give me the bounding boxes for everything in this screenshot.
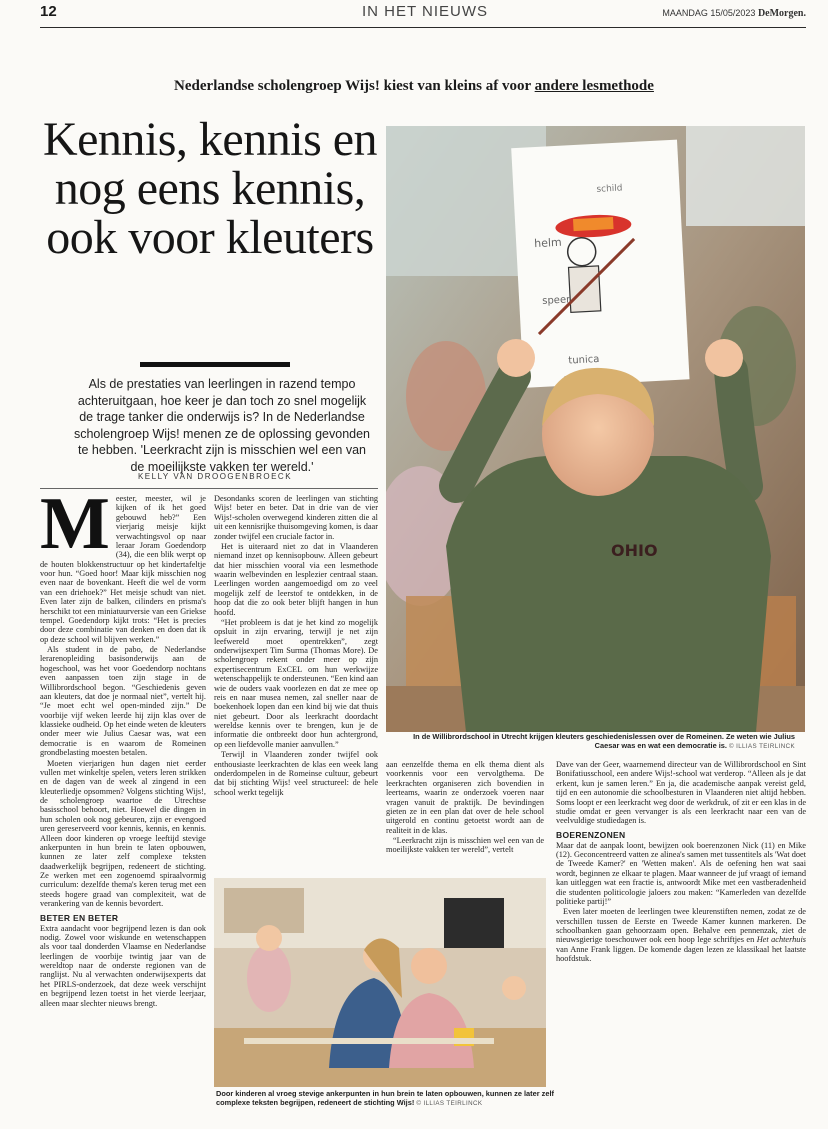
boy-sweater <box>446 456 771 732</box>
second-caption-text: Door kinderen al vroeg stevige ankerpunten in hun brein te laten opbouwen, kunnen ze later zelf complexe teksten begrijpen, redeneert de stichting Wijs! <box>216 1089 554 1107</box>
edition-date: MAANDAG 15/05/2023 <box>662 8 756 18</box>
second-photo <box>214 878 546 1087</box>
article-paragraph: Het is uiteraard niet zo dat in Vlaanderen niemand inzet op kennisopbouw. Alleen gebeurt dat hier misschien vooral via een lesmethode waarin welbevinden en lesplezier centraal staan. Leerlingen worden aangemoedigd om zo veel mogelijk zelf de leerstof te ontdekken, in de hoop dat die zo ook beter blijft hangen in hun hoofd. <box>214 541 378 617</box>
article-paragraph: Extra aandacht voor begrijpend lezen is dan ook nodig. Zowel voor wiskunde en wetenschappen als voor taal donderden Vlaamse en Nederlandse leerlingen de voorbije twintig jaar van de wereldtop naar de onderste regionen van de ranglijst. Nu al verwachten onderwijsexperts dat het PIRLS-onderzoek, dat deze week verschijnt en begrijpend lezen toetst in het vierde leerjaar, alleen maar slechter nieuws brengt. <box>40 923 206 1008</box>
drawing-word: helm <box>533 235 563 251</box>
sweater-print: OHIO <box>611 541 658 560</box>
child-drawing <box>511 140 689 388</box>
article-column-4 <box>556 760 806 1122</box>
page-number: 12 <box>40 3 57 20</box>
main-photo-caption <box>400 733 795 750</box>
headline-rule <box>140 362 290 367</box>
article-paragraph: “Leerkracht zijn is misschien wel een van de moeilijkste vakken ter wereld”, vertelt <box>386 836 544 855</box>
lead-paragraph: Als de prestaties van leerlingen in razend tempo achteruitgaan, hoe keer je dan toch zo snel mogelijk de trage tanker die onderwijs is? In de Nederlandse scholengroep Wijs! menen ze de oplossing gevonden te hebben. 'Leerkracht zijn is misschien wel een van de moeilijkste vakken ter wereld.' <box>73 377 371 474</box>
book-title: Het achterhuis <box>756 935 806 945</box>
article-paragraph: Als student in de pabo, de Nederlandse lerarenopleiding basisonderwijs aan de hogeschool, was het voor Goedendorp nochtans even aanpassen toen zijn stage in de Willibrordschool begon. “Geschiedenis geven aan kleuters, dat doe je normaal niet”, vertelt hij. “Je moet echt wel open-minded zijn.” De voorbije vijf weken leerde hij zijn klas over de klassieke oudheid. Op het einde weten de kleuters onder meer wie Julius Caesar was, wat een democratie is en waarom de Romeinen grondbelasting moesten betalen. <box>40 645 206 758</box>
subheading: BETER EN BETER <box>40 912 119 923</box>
article-paragraph: Desondanks scoren de leerlingen van stichting Wijs! beter en beter. Dat in drie van de vier Wijs!-scholen overwegend kinderen zitten die al uit een kennisrijke thuisomgeving komen, is daar zonder twijfel een cruciale factor in. <box>214 494 378 541</box>
paragraph-text: van Anne Frank liggen. De komende dagen lezen ze klassikaal het laatste hoofdstuk. <box>556 944 806 964</box>
kicker-text: Nederlandse scholengroep Wijs! kiest van kleins af voor <box>174 78 535 94</box>
drop-cap: M <box>40 494 110 565</box>
second-photo-credit: © ILLIAS TEIRLINCK <box>416 1099 483 1107</box>
article-paragraph: Maar dat de aanpak loont, bewijzen ook boerenzonen Nick (11) en Mike (12). Geconcentreerd vatten ze alinea's samen met tussentitels als 'Wat doet de Tweede Kamer?' en 'Wetten maken'. Als de oefening hen wat saai wordt, beginnen ze elkaar te plagen. Maar wanneer de juf vraagt of iemand kan uitleggen wat een fractie is, antwoordt Mike met een vastberadenheid die studenten politicologie jaloers zou maken: “Kamerleden van dezelfde politieke partij!” <box>556 840 806 906</box>
newspaper-brand: DeMorgen. <box>757 8 806 19</box>
section-title: IN HET NIEUWS <box>361 3 489 20</box>
byline-rule <box>40 488 378 489</box>
main-photo-illustration <box>386 126 805 732</box>
article-paragraph <box>40 494 206 644</box>
edition-info <box>662 8 806 19</box>
drawing-word: speer <box>541 294 571 307</box>
opening-text: eester, meester, wil je kijken of ik het goed gebouwd heb?” Een vierjarig meisje kijkt verwachtingsvol op naar leraar Joram Goedendorp (34), die een blik werpt op de houten blokkenstructuur op het kindertafeltje voor hun. “Goed hoor! Maar kijk misschien nog even naar de bovenkant. Heeft die wel de vorm van een driehoek?” Het meisje schudt van niet. Even later zijn de balken, cilinders en prisma's herschikt tot een miniatuurversie van een Griekse tempel. Goedendorp kijkt trots: “Het is precies door deze combinatie van denken en doen dat ik op deze school wil blijven werken.” <box>40 494 206 644</box>
boy-arm-right <box>731 371 746 486</box>
kicker <box>0 78 828 95</box>
main-photo <box>386 126 805 732</box>
main-caption-text: In de Willibrordschool in Utrecht krijgen kleuters geschiedenislessen over de Romeinen. Ze weten wie Julius Caesar was en wat een democratie is. <box>413 732 795 750</box>
header-rule <box>40 27 806 28</box>
drawing-word: schild <box>596 183 623 195</box>
main-photo-credit: © ILLIAS TEIRLINCK <box>729 742 795 750</box>
article-column-1 <box>40 494 206 1122</box>
article-paragraph: aan eenzelfde thema en elk thema dient als voorkennis voor een vervolgthema. De leerkrachten organiseren zich bovendien in leerteams, waarin ze onderzoek voeren naar vragen vanuit de praktijk. De bevindingen gieten ze in een plan dat over de hele school uitgerold en continu getoetst wordt aan de realiteit in de klas. <box>386 760 544 835</box>
article-paragraph <box>556 907 806 963</box>
drawing-word: tunica <box>568 353 600 367</box>
article-column-3 <box>386 760 544 872</box>
kicker-link[interactable]: andere lesmethode <box>534 78 654 94</box>
second-photo-caption <box>216 1090 556 1107</box>
paragraph-text: Even later moeten de leerlingen twee kleurenstiften nemen, zodat ze de verschillen tussen de Eerste en Tweede Kamer kunnen markeren. De schoolbanken gaan gehoorzaam open. Behalve een pennenzak, ziet de nieuwsgierige toeschouwer ook een hoop lege schriftjes en <box>556 907 806 945</box>
article-column-2 <box>214 494 378 872</box>
article-paragraph: Dave van der Geer, waarnemend directeur van de Willibrordschool en Sint Bonifatiusschool, een andere Wijs!-school wat verderop. “Alleen als je dat erkent, kun je samen leren.” En ja, die academische aanpak vereist geld, tijd en een autonomie die schoolbesturen in Vlaanderen niet altijd hebben. Soms loopt er een leerkracht weg door de werkdruk, of zit er een klas in de studie omdat er geen vervanger is als een leerkracht naar een van de veelvuldige studiedagen is. <box>556 760 806 826</box>
second-photo-illustration <box>214 878 546 1087</box>
byline: KELLY VAN DROOGENBROECK <box>137 472 293 481</box>
headline: Kennis, kennis en nog eens kennis, ook voor kleuters <box>42 113 378 264</box>
article-paragraph: “Het probleem is dat je het kind zo mogelijk opsluit in zijn ervaring, terwijl je net zijn leefwereld moet opentrekken”, zegt onderwijsexpert Tim Surma (Thomas More). De scholengroep rekent onder meer op zijn expertisecentrum ExCEL om hun werkwijze wetenschappelijk te ondersteunen. “Een kind aan wie de ouders vaak voorlezen en dat ze mee op reis en naar musea nemen, zal sneller naar de boekenhoek lopen dan een kind bij wie dat thuis niet gebeurt. Door als leerkracht doordacht wereldse kennis over te brengen, kun je de informatie die ontbreekt door hun achtergrond, op een liefdevolle manier aanvullen.” <box>214 617 378 749</box>
article-paragraph: Terwijl in Vlaanderen zonder twijfel ook enthousiaste leerkrachten de klas een week lang onderdompelen in de Romeinse cultuur, gebeurt dat bij stichting Wijs! veel structureel: de hele school werkt tegelijk <box>214 750 378 797</box>
article-paragraph: Moeten vierjarigen hun dagen niet eerder vullen met winkeltje spelen, veters leren strikken en de dagen van de week al zingend in een kleuterliedje opsommen? Volgens stichting Wijs!, de scholengroep waartoe de Utrechtse basisschool behoort, niet. Hoewel die dingen in hun scholen ook nog gebeuren, zijn er evengoed uren gereserveerd voor kennis, kennis, en kennis. Alleen door kinderen op vroege leeftijd stevige ankerpunten in hun brein te laten opbouwen, kunnen ze later zelf complexe teksten daadwerkelijk begrijpen, redeneert de stichting. Ze werken met een zogenoemd spiraalvormig curriculum: dezelfde thema's keren terug met een steeds hogere graad van complexiteit, wat de verankering van de kennis bevordert. <box>40 758 206 909</box>
subheading: BOERENZONEN <box>556 829 626 840</box>
